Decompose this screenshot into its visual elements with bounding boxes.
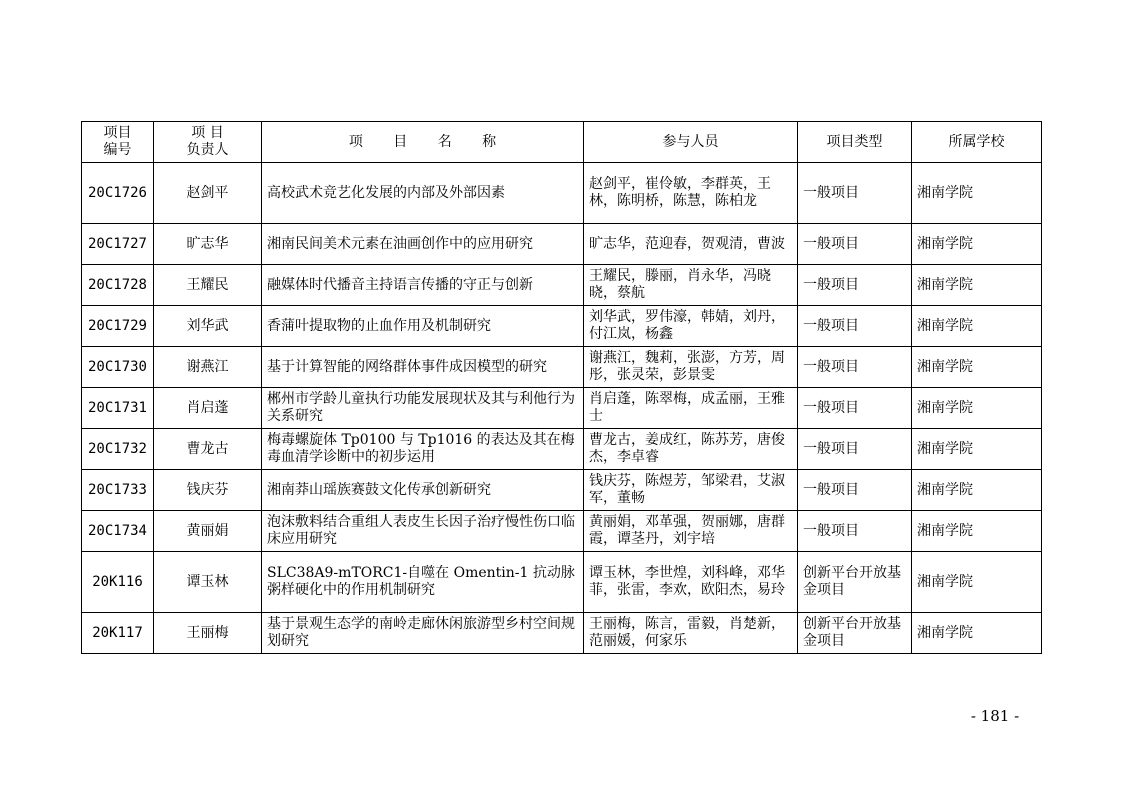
cell-leader: 黄丽娟 [154,511,262,552]
cell-number: 20C1728 [82,265,154,306]
cell-number: 20C1727 [82,224,154,265]
cell-name: 香蒲叶提取物的止血作用及机制研究 [262,306,584,347]
cell-leader: 曹龙古 [154,429,262,470]
cell-name: 梅毒螺旋体 Tp0100 与 Tp1016 的表达及其在梅毒血清学诊断中的初步运用 [262,429,584,470]
cell-participants: 钱庆芬，陈煜芳，邹梁君，艾淑军，董畅 [584,470,798,511]
header-project-type: 项目类型 [798,122,912,163]
cell-name: 湘南民间美术元素在油画创作中的应用研究 [262,224,584,265]
cell-school: 湘南学院 [912,265,1042,306]
cell-participants: 赵剑平，崔伶敏，李群英，王林，陈明桥，陈慧，陈柏龙 [584,163,798,224]
table-row [82,470,1042,511]
table-row [82,347,1042,388]
cell-name: 基于景观生态学的南岭走廊休闲旅游型乡村空间规划研究 [262,613,584,654]
cell-number: 20C1734 [82,511,154,552]
table-row [82,429,1042,470]
cell-school: 湘南学院 [912,470,1042,511]
cell-participants: 谭玉林，李世煌，刘科峰，邓华菲，张雷，李欢，欧阳杰，易玲 [584,552,798,613]
cell-participants: 刘华武，罗伟濠，韩婧，刘丹，付江岚，杨鑫 [584,306,798,347]
cell-type: 一般项目 [798,163,912,224]
cell-type: 一般项目 [798,265,912,306]
cell-number: 20K117 [82,613,154,654]
cell-number: 20C1732 [82,429,154,470]
header-project-number [82,122,154,163]
cell-type: 一般项目 [798,306,912,347]
cell-number: 20C1730 [82,347,154,388]
table-row [82,265,1042,306]
table-row [82,511,1042,552]
cell-type: 一般项目 [798,511,912,552]
table-header-row [82,122,1042,163]
cell-type: 一般项目 [798,388,912,429]
table-row [82,613,1042,654]
cell-number: 20K116 [82,552,154,613]
cell-type: 创新平台开放基金项目 [798,613,912,654]
cell-type: 一般项目 [798,429,912,470]
cell-type: 一般项目 [798,224,912,265]
cell-leader: 王丽梅 [154,613,262,654]
table-row [82,163,1042,224]
table-row [82,224,1042,265]
cell-name: 高校武术竞艺化发展的内部及外部因素 [262,163,584,224]
cell-leader: 赵剑平 [154,163,262,224]
cell-participants: 曹龙古，姜成红，陈苏芳，唐俊杰，李卓睿 [584,429,798,470]
cell-name: 基于计算智能的网络群体事件成因模型的研究 [262,347,584,388]
cell-school: 湘南学院 [912,163,1042,224]
cell-number: 20C1733 [82,470,154,511]
cell-name: 融媒体时代播音主持语言传播的守正与创新 [262,265,584,306]
cell-leader: 刘华武 [154,306,262,347]
cell-type: 一般项目 [798,347,912,388]
header-project-leader [154,122,262,163]
cell-leader: 谭玉林 [154,552,262,613]
cell-participants: 王耀民，滕丽，肖永华，冯晓晓，蔡航 [584,265,798,306]
cell-participants: 旷志华，范迎春，贺观清，曹波 [584,224,798,265]
cell-school: 湘南学院 [912,511,1042,552]
cell-name: SLC38A9-mTORC1-自噬在 Omentin-1 抗动脉粥样硬化中的作用机制研究 [262,552,584,613]
header-leader-line1: 项 目 [191,125,224,141]
cell-school: 湘南学院 [912,306,1042,347]
cell-leader: 旷志华 [154,224,262,265]
cell-participants: 黄丽娟，邓革强，贺丽娜，唐群霞，谭茎丹，刘宇培 [584,511,798,552]
cell-school: 湘南学院 [912,224,1042,265]
header-number-line2: 编号 [103,142,132,158]
header-school: 所属学校 [912,122,1042,163]
table-row [82,552,1042,613]
cell-leader: 肖启蓬 [154,388,262,429]
cell-participants: 谢燕江，魏莉，张澎，方芳，周彤，张灵荣，彭景雯 [584,347,798,388]
cell-leader: 王耀民 [154,265,262,306]
header-leader-line2: 负责人 [186,142,229,158]
cell-school: 湘南学院 [912,347,1042,388]
table-row [82,388,1042,429]
cell-participants: 王丽梅，陈言，雷毅，肖楚新，范丽媛，何家乐 [584,613,798,654]
project-table [81,121,1042,654]
cell-leader: 谢燕江 [154,347,262,388]
cell-leader: 钱庆芬 [154,470,262,511]
cell-number: 20C1726 [82,163,154,224]
cell-number: 20C1729 [82,306,154,347]
header-project-name: 项 目 名 称 [262,122,584,163]
cell-name: 郴州市学龄儿童执行功能发展现状及其与利他行为关系研究 [262,388,584,429]
cell-type: 一般项目 [798,470,912,511]
cell-number: 20C1731 [82,388,154,429]
cell-school: 湘南学院 [912,613,1042,654]
cell-type: 创新平台开放基金项目 [798,552,912,613]
table-row [82,306,1042,347]
cell-name: 湘南莽山瑶族赛鼓文化传承创新研究 [262,470,584,511]
cell-school: 湘南学院 [912,552,1042,613]
header-number-line1: 项目 [103,125,132,141]
cell-participants: 肖启蓬，陈翠梅，成孟丽，王雅士 [584,388,798,429]
page-number: - 181 - [970,707,1020,725]
header-participants: 参与人员 [584,122,798,163]
cell-school: 湘南学院 [912,388,1042,429]
cell-school: 湘南学院 [912,429,1042,470]
cell-name: 泡沫敷料结合重组人表皮生长因子治疗慢性伤口临床应用研究 [262,511,584,552]
